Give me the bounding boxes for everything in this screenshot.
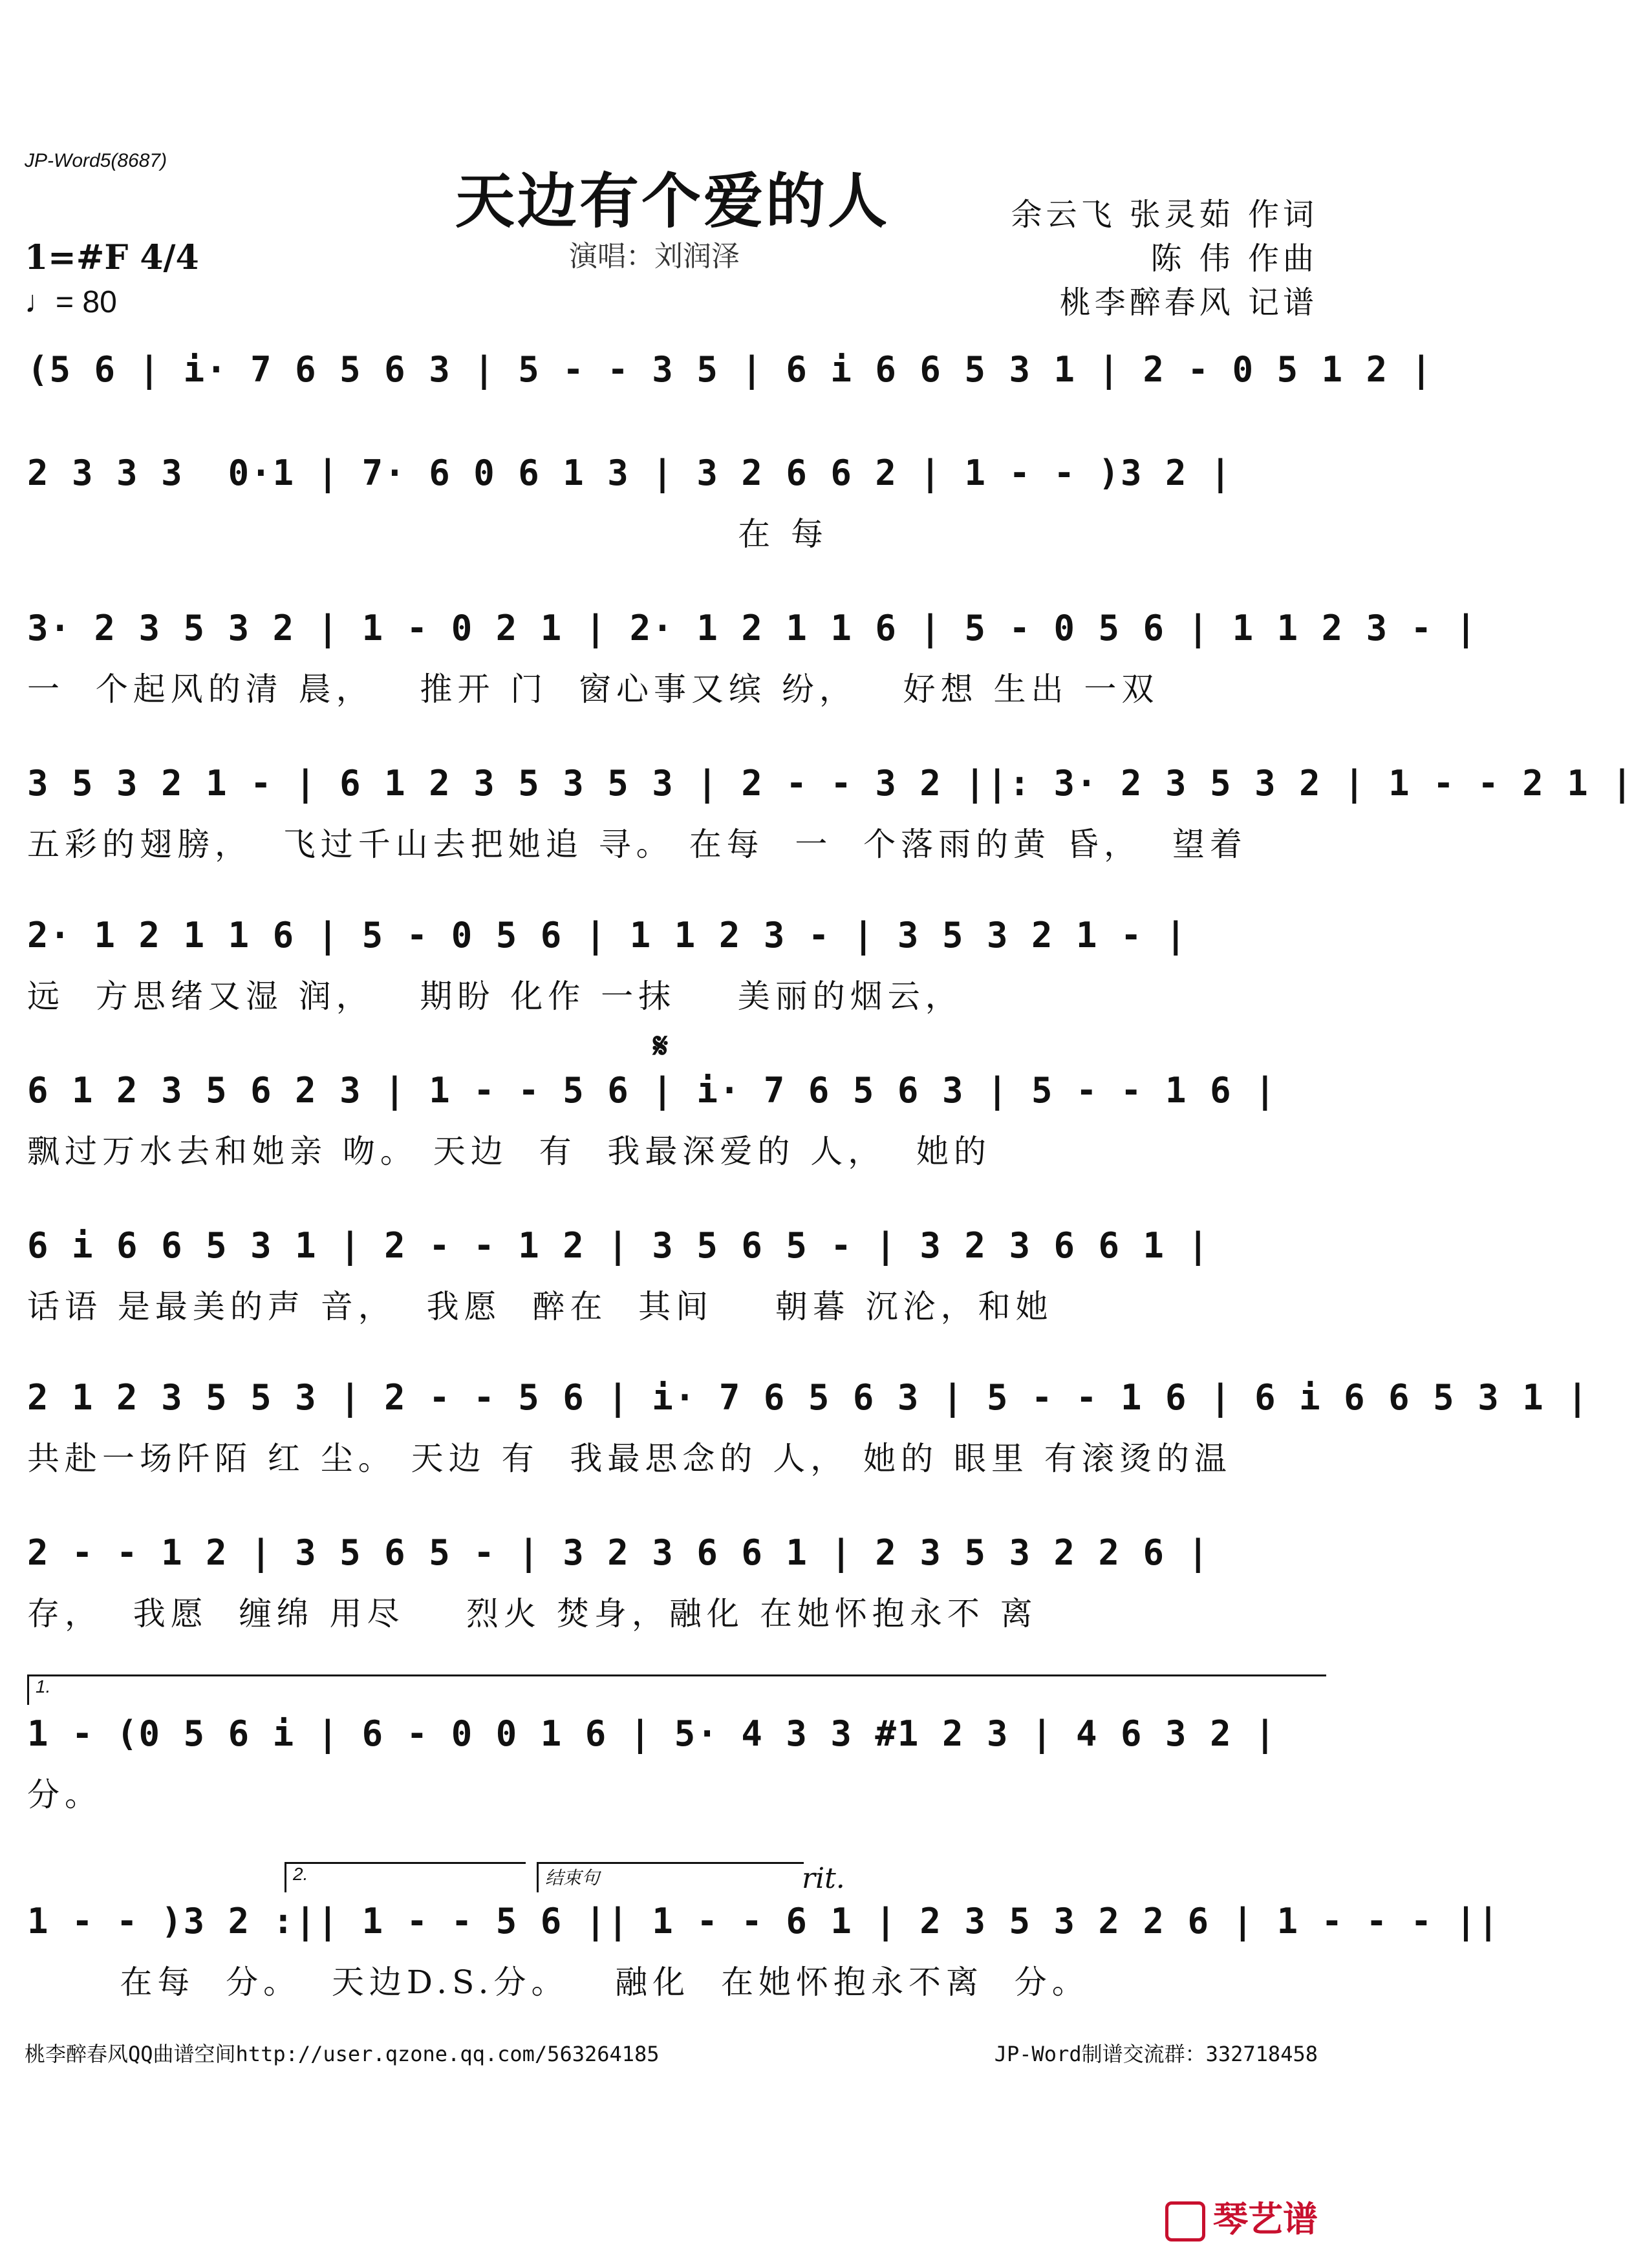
- notes-line: 6 i 6 6 5 3 1 | 2 - - 1 2 | 3 5 6 5 - | 3 2 3 6 6 1 |: [27, 1225, 1210, 1266]
- lyrics-line: 五彩的翅膀， 飞过千山去把她追 寻。 在每 一 个落雨的黄 昏， 望着: [27, 826, 1247, 863]
- composer-credit: 陈 伟 作曲: [1150, 241, 1318, 277]
- key-signature: 1=#F 4/4: [25, 238, 199, 277]
- lyrics-line: 在 每: [27, 515, 828, 553]
- transcriber-credit: 桃李醉春风 记谱: [1059, 284, 1318, 321]
- notes-line: 2 - - 1 2 | 3 5 6 5 - | 3 2 3 6 6 1 | 2 3 5 3 2 2 6 |: [27, 1532, 1210, 1573]
- singer-credit: 演唱：刘润泽: [569, 240, 740, 273]
- lyricist-credit: 余云飞 张灵茹 作词: [1011, 197, 1318, 233]
- rit-marking: rit.: [802, 1862, 845, 1895]
- volta-1-bracket: 1.: [27, 1674, 1326, 1705]
- lyrics-line: 共赴一场阡陌 红 尘。 天边 有 我最思念的 人， 她的 眼里 有滚烫的温: [27, 1440, 1232, 1477]
- lyrics-line: 飘过万水去和她亲 吻。 天边 有 我最深爱的 人， 她的: [27, 1133, 992, 1170]
- lyrics-line: 在每 分。 天边D.S.分。 融化 在她怀抱永不离 分。: [27, 1963, 1090, 2001]
- notes-line: 3 5 3 2 1 - | 6 1 2 3 5 3 5 3 | 2 - - 3 2 ||: 3· 2 3 5 3 2 | 1 - - 2 1 |: [27, 763, 1634, 804]
- lyrics-line: 分。: [27, 1776, 102, 1813]
- notes-line: 2· 1 2 1 1 6 | 5 - 0 5 6 | 1 1 2 3 - | 3 5 3 2 1 - |: [27, 915, 1188, 956]
- lyrics-line: 话语 是最美的声 音， 我愿 醉在 其间 朝暮 沉沦，和她: [27, 1288, 1053, 1325]
- notes-line: (5 6 | i· 7 6 5 6 3 | 5 - - 3 5 | 6 i 6 6 5 3 1 | 2 - 0 5 1 2 |: [27, 349, 1434, 390]
- notes-line: 2 1 2 3 5 5 3 | 2 - - 5 6 | i· 7 6 5 6 3 | 5 - - 1 6 | 6 i 6 6 5 3 1 |: [27, 1377, 1589, 1418]
- tempo-marking: ♩= 80: [25, 285, 117, 319]
- segno-sign: 𝄋: [653, 1025, 669, 1066]
- ending-bracket: 结束句: [537, 1862, 804, 1892]
- footer-source-link: 桃李醉春风QQ曲谱空间http://user.qzone.qq.com/563264185: [25, 2042, 660, 2066]
- volta-2-bracket: 2.: [285, 1862, 526, 1892]
- song-title: 天边有个爱的人: [455, 166, 890, 236]
- notes-line: 6 1 2 3 5 6 2 3 | 1 - - 5 6 | i· 7 6 5 6 3 | 5 - - 1 6 |: [27, 1070, 1277, 1111]
- notes-line: 2 3 3 3 0·1 | 7· 6 0 6 1 3 | 3 2 6 6 2 | 1 - - )3 2 |: [27, 453, 1232, 493]
- notes-line: 3· 2 3 5 3 2 | 1 - 0 2 1 | 2· 1 2 1 1 6 | 5 - 0 5 6 | 1 1 2 3 - |: [27, 608, 1478, 648]
- site-logo: [1165, 2192, 1318, 2241]
- footer-group-info: JP-Word制谱交流群：332718458: [994, 2042, 1318, 2066]
- credits-block: [1011, 193, 1318, 325]
- notes-line: 1 - (0 5 6 i | 6 - 0 0 1 6 | 5· 4 3 3 #1 2 3 | 4 6 3 2 |: [27, 1713, 1277, 1754]
- lyrics-line: 远 方思绪又湿 润， 期盼 化作 一抹 美丽的烟云，: [27, 978, 963, 1015]
- lyrics-line: 存， 我愿 缠绵 用尽 烈火 焚身，融化 在她怀抱永不 离: [27, 1595, 1038, 1632]
- notes-line: 1 - - )3 2 :|| 1 - - 5 6 || 1 - - 6 1 | 2 3 5 3 2 2 6 | 1 - - - ||: [27, 1901, 1500, 1942]
- logo-icon: [1165, 2201, 1205, 2241]
- software-version: JP-Word5(8687): [25, 150, 167, 171]
- lyrics-line: 一 个起风的清 晨， 推开 门 窗心事又缤 纷， 好想 生出 一双: [27, 670, 1159, 708]
- logo-text: 琴艺谱: [1213, 2199, 1318, 2240]
